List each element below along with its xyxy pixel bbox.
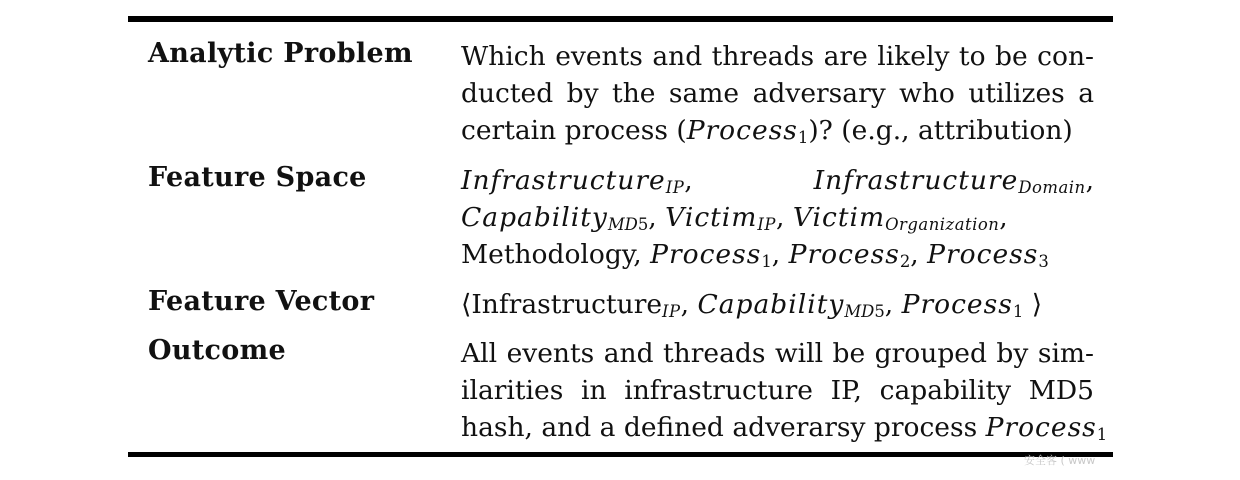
row-text-feature-space xyxy=(461,162,1094,273)
row-text-feature-vector xyxy=(461,286,1094,323)
watermark-text: 安全客 ( www xyxy=(1024,454,1096,467)
feature-capability-md5: Capability$_{MD5}$, xyxy=(461,202,657,235)
feature-process-2: Process$_2$, xyxy=(788,239,919,272)
text-line xyxy=(461,199,1094,236)
vector-infrastructure-ip: Infrastructure$_{IP}$, xyxy=(471,289,690,322)
text-line: Which events and threads are likely to be con- xyxy=(461,41,1094,72)
feature-process-3: Process$_3$ xyxy=(927,239,1049,272)
row-label-feature-vector: Feature Vector xyxy=(148,286,375,317)
vector-process-1: Process$_1$ xyxy=(901,289,1024,322)
text-line: hash, and a defined adverarsy process Process$_1$ xyxy=(461,412,1108,445)
row-label-outcome: Outcome xyxy=(148,335,286,366)
row-text-analytic-problem xyxy=(461,38,1094,149)
text-line: ducted by the same adversary who utilizes a xyxy=(461,78,1094,109)
text-line: ilarities in infrastructure IP, capability MD5 xyxy=(461,375,1094,406)
vector-capability-md5: Capability$_{MD5}$, xyxy=(697,289,894,322)
feature-victim-organization: Victim$_{Organization}$, xyxy=(792,202,1008,235)
text-line xyxy=(461,286,1094,323)
feature-methodology: Methodology, xyxy=(461,239,642,270)
row-label-feature-space: Feature Space xyxy=(148,162,367,193)
text-line xyxy=(461,236,1094,273)
vector-close-bracket: ⟩ xyxy=(1031,289,1043,320)
text-line: All events and threads will be grouped by sim- xyxy=(461,338,1094,369)
feature-infrastructure-ip: Infrastructure$_{IP}$, xyxy=(461,165,693,198)
row-text-outcome xyxy=(461,335,1108,446)
text-line xyxy=(461,162,1094,199)
row-label-analytic-problem: Analytic Problem xyxy=(148,38,413,69)
feature-infrastructure-domain: Infrastructure$_{Domain}$, xyxy=(813,165,1094,198)
table-bottom-rule xyxy=(128,452,1113,457)
table-top-rule xyxy=(128,16,1113,22)
vector-open-bracket: ⟨ xyxy=(461,289,472,320)
text-line: certain process (Process$_1$)? (e.g., attribution) xyxy=(461,115,1073,148)
feature-victim-ip: Victim$_{IP}$, xyxy=(665,202,785,235)
feature-process-1: Process$_1$, xyxy=(650,239,781,272)
